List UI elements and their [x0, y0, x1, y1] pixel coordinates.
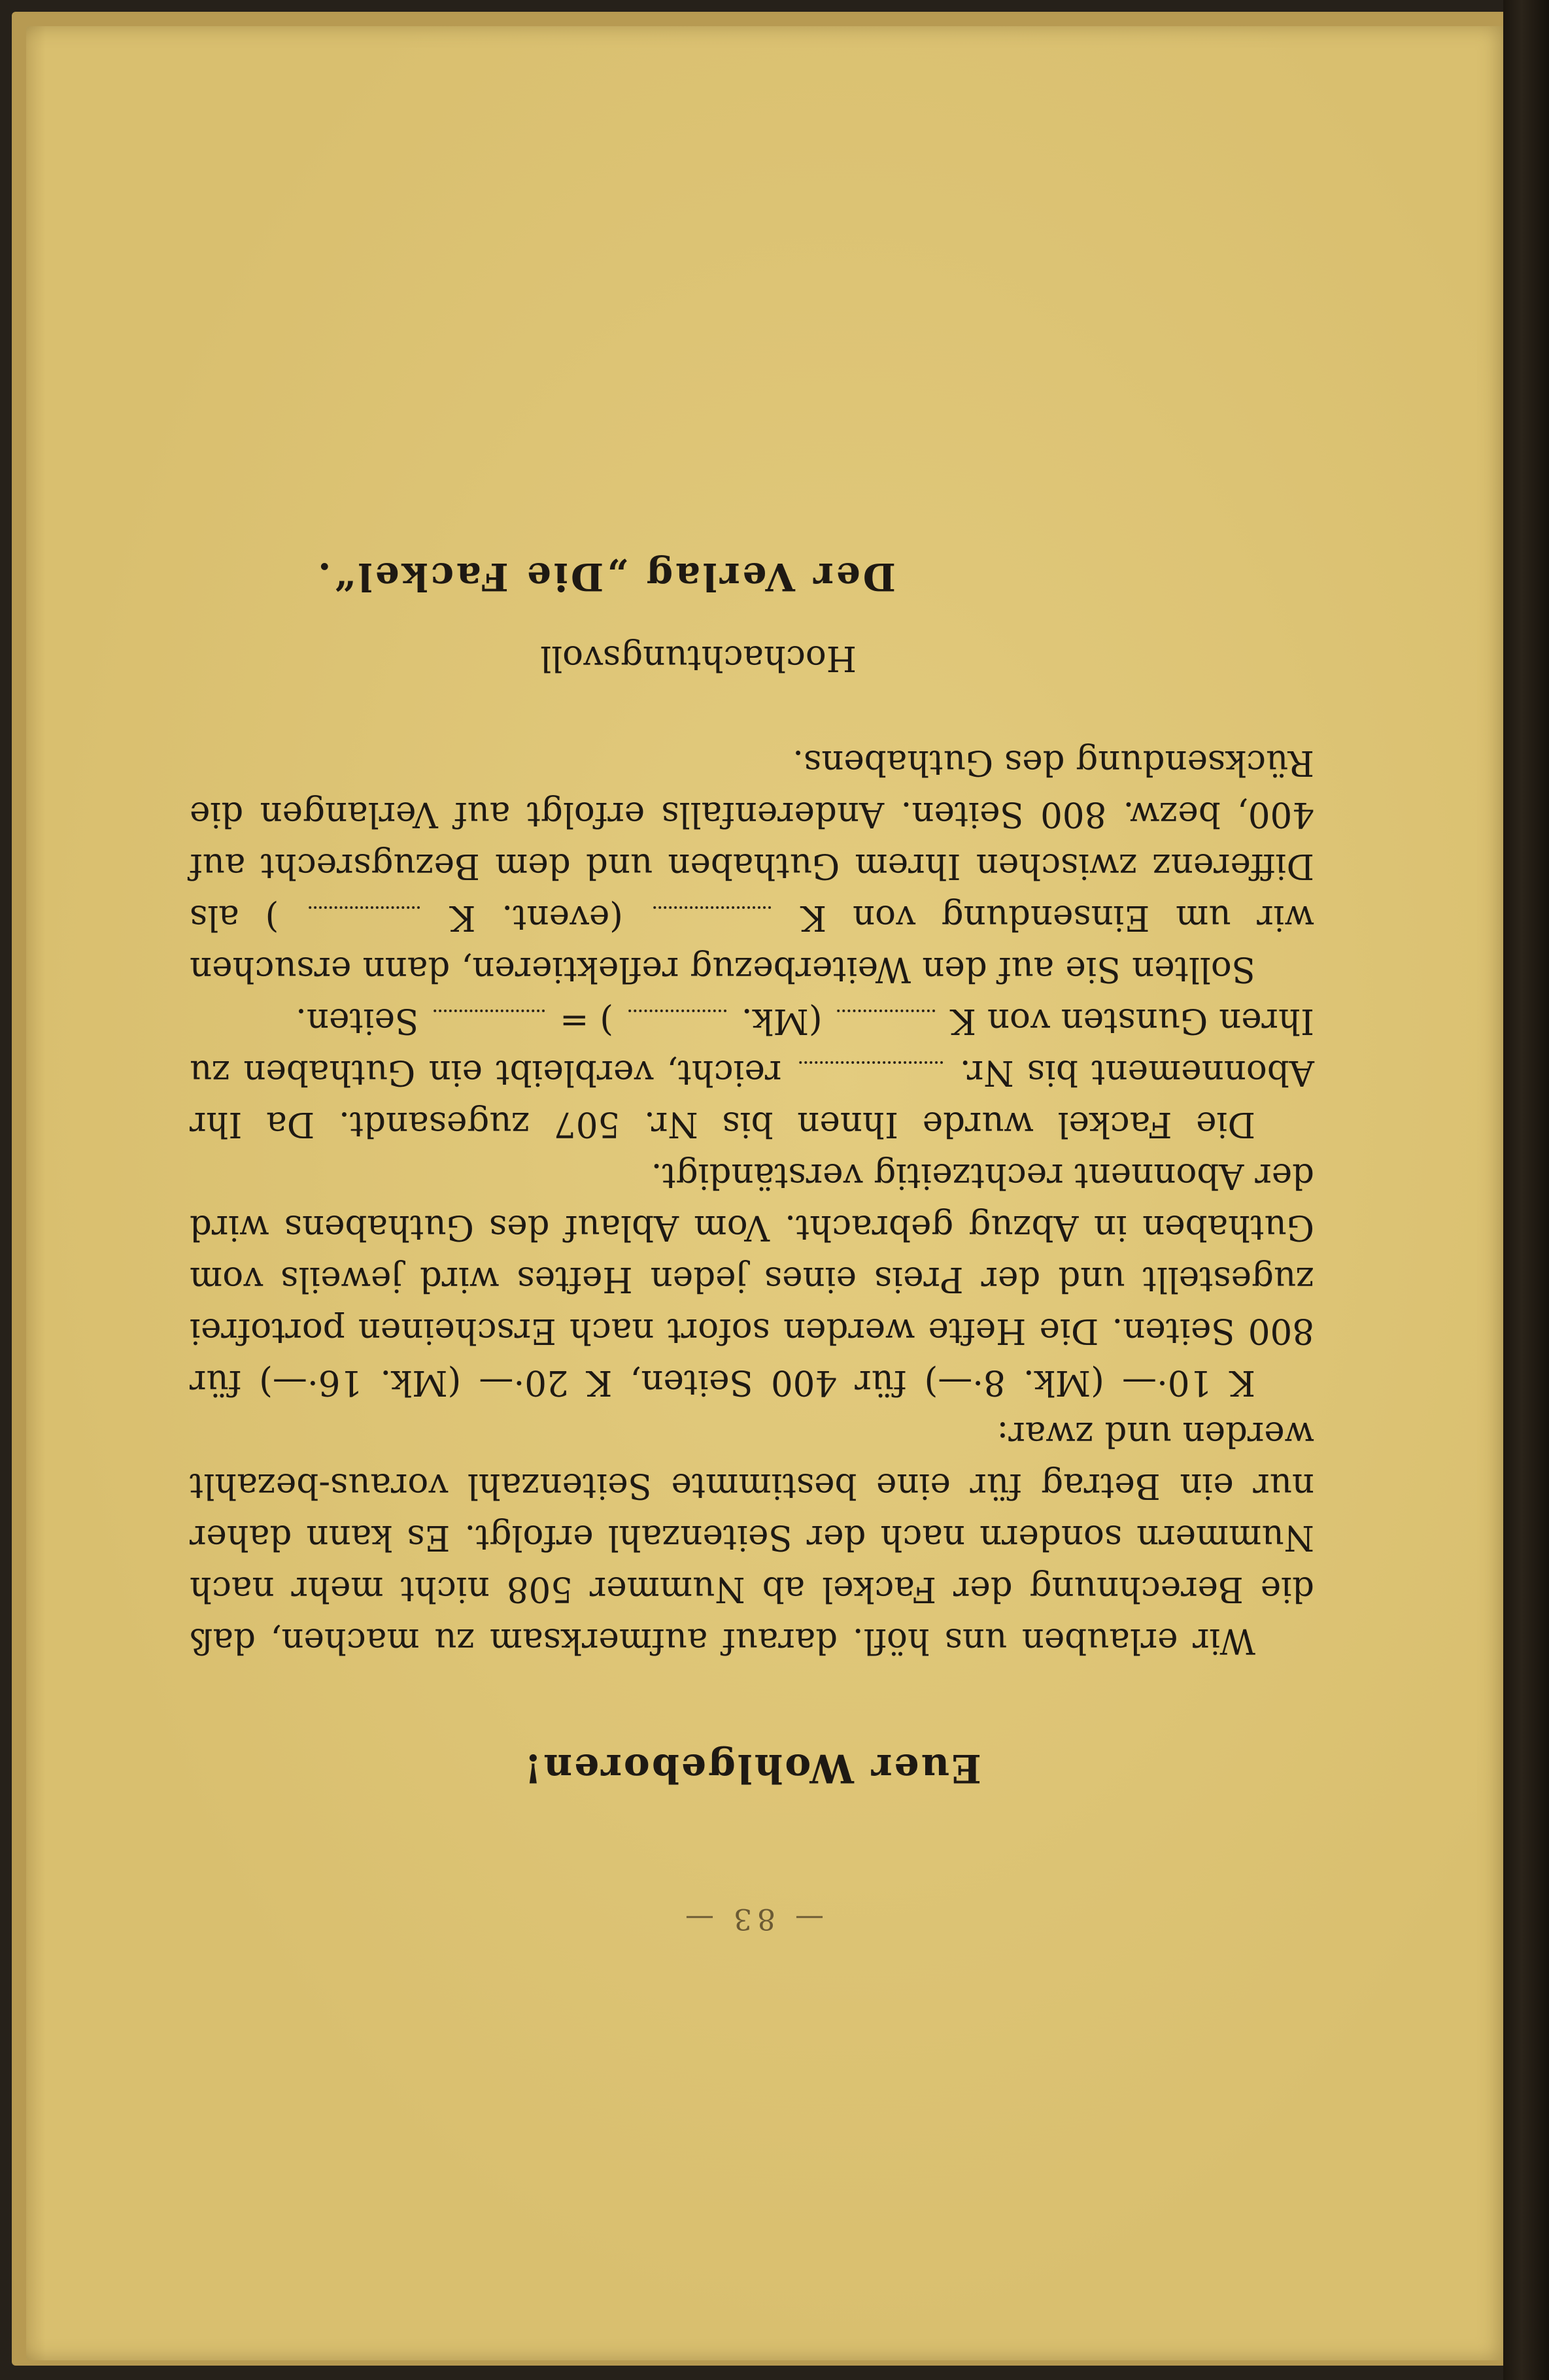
blank-credit-mark — [628, 1010, 726, 1021]
closing: Hochachtungsvoll — [540, 638, 857, 678]
letter-content — [190, 366, 1314, 1935]
blank-payment-kronen — [653, 906, 771, 918]
paragraph-3-part-1: Die Fackel wurde Ihnen bis Nr. 507 zugesandt. Da Ihr Abonnement bis Nr. — [190, 1053, 1314, 1144]
paragraph-3-part-4: ) = — [560, 1001, 613, 1041]
paragraph-4 — [190, 737, 1314, 995]
blank-pages — [434, 1010, 545, 1021]
blank-issue-number — [799, 1061, 943, 1073]
paragraph-4-part-3: ) als Differenz zwischen Ihrem Guthaben und dem Bezugsrecht auf 400, bezw. 800 Seiten. Anderenfalls erfolgt auf Verlangen die Rücksendung des Guthabens. — [190, 743, 1314, 938]
paragraph-3-part-2: reicht, verbleibt ein Guthaben zu Ihren Gunsten von K — [190, 1001, 1314, 1093]
paragraph-3 — [190, 995, 1314, 1150]
blank-payment-alt — [309, 906, 420, 918]
letter-body — [190, 737, 1314, 1667]
paragraph-4-part-1: Sollten Sie auf den Weiterbezug reflektieren, dann ersuchen wir um Einsendung von K — [190, 898, 1314, 989]
paragraph-2: K 10·— (Mk. 8·—) für 400 Seiten, K 20·— (Mk. 16·—) für 800 Seiten. Die Hefte werden sofort nach Erscheinen portofrei zugestellt und der Preis eines jeden Heftes wird jeweils vom Guthaben in Abzug gebracht. Vom Ablauf des Guthabens wird der Abonnent rechtzeitig verständigt. — [190, 1156, 1314, 1402]
paragraph-3-part-3: (Mk. — [741, 1001, 823, 1041]
paragraph-4-part-2: (event. K — [449, 898, 623, 938]
paragraph-1: Wir erlauben uns höfl. darauf aufmerksam zu machen, daß die Berechnung der Fackel ab Nummer 508 nicht mehr nach Nummern sondern nach der Seitenzahl erfolgt. Es kann daher nur ein Betrag für eine bestimmte Seitenzahl voraus-bezahlt werden und zwar: — [190, 1414, 1314, 1661]
book-spine — [1503, 0, 1549, 2380]
page-number: — 83 — — [680, 1902, 824, 1935]
paragraph-3-part-5: Seiten. — [296, 1001, 419, 1041]
signature: Der Verlag „Die Fackel“. — [315, 554, 896, 599]
blank-credit-kronen — [838, 1010, 936, 1021]
salutation: Euer Wohlgeboren! — [522, 1745, 981, 1791]
